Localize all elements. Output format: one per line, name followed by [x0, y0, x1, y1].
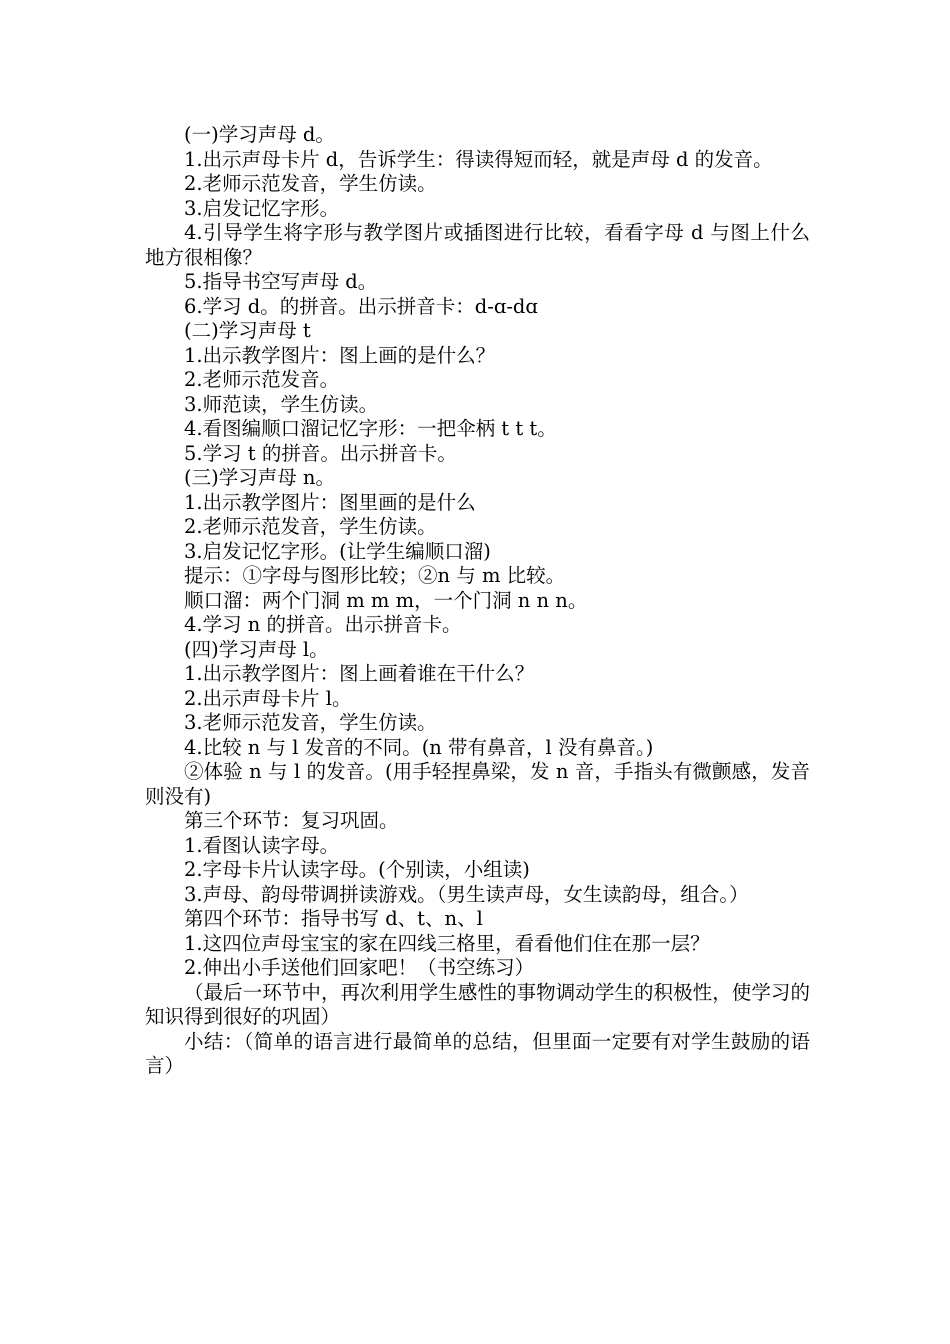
- paragraph-l-step-2: 2.出示声母卡片 l。: [184, 686, 352, 710]
- paragraph-l-step-1: 1.出示教学图片：图上画着谁在干什么？: [184, 662, 535, 685]
- heading-learn-d: (一)学习声母 d。: [184, 123, 335, 146]
- paragraph-writing-1: 1.这四位声母宝宝的家在四线三格里，看看他们住在那一层？: [184, 931, 710, 955]
- heading-learn-t: (二)学习声母 t: [184, 319, 311, 342]
- paragraph-t-step-2: 2.老师示范发音。: [184, 368, 340, 391]
- paragraph-n-step-1: 1.出示教学图片：图里画的是什么: [184, 490, 476, 514]
- paragraph-d-step-1: 1.出示声母卡片 d，告诉学生：得读得短而轻，就是声母 d 的发音。: [184, 147, 773, 171]
- heading-learn-l: (四)学习声母 l。: [184, 637, 329, 661]
- heading-section-4: 第四个环节：指导书写 d、t、n、l: [184, 907, 483, 930]
- paragraph-review-3: 3.声母、韵母带调拼读游戏。（男生读声母，女生读韵母，组合。）: [184, 882, 749, 906]
- paragraph-t-step-4: 4.看图编顺口溜记忆字形：一把伞柄 t t t。: [184, 417, 557, 440]
- paragraph-t-step-1: 1.出示教学图片：图上画的是什么？: [184, 343, 496, 367]
- paragraph-n-step-3: 3.启发记忆字形。(让学生编顺口溜): [184, 539, 491, 563]
- paragraph-l-experience: ②体验 n 与 l 的发音。(用手轻捏鼻梁，发 n 音，手指头有微颤感，发音则没有): [145, 760, 810, 808]
- paragraph-d-step-4: 4.引导学生将字形与教学图片或插图进行比较，看看字母 d 与图上什么地方很相像？: [145, 221, 810, 269]
- paragraph-l-step-4: 4.比较 n 与 l 发音的不同。(n 带有鼻音，l 没有鼻音。): [184, 735, 654, 759]
- paragraph-n-step-2: 2.老师示范发音，学生仿读。: [184, 515, 437, 538]
- paragraph-n-step-4: 4.学习 n 的拼音。出示拼音卡。: [184, 613, 462, 636]
- heading-learn-n: (三)学习声母 n。: [184, 466, 335, 489]
- paragraph-d-step-6: 6.学习 d。的拼音。出示拼音卡：d-ɑ-dɑ: [184, 294, 538, 318]
- paragraph-d-step-2: 2.老师示范发音，学生仿读。: [184, 172, 437, 195]
- paragraph-t-step-3: 3.师范读，学生仿读。: [184, 392, 379, 416]
- paragraph-d-step-3: 3.启发记忆字形。: [184, 196, 340, 220]
- paragraph-review-1: 1.看图认读字母。: [184, 833, 340, 857]
- document-body: [145, 123, 810, 1079]
- paragraph-d-step-5: 5.指导书空写声母 d。: [184, 270, 378, 293]
- paragraph-l-step-3: 3.老师示范发音，学生仿读。: [184, 711, 437, 734]
- paragraph-t-step-5: 5.学习 t 的拼音。出示拼音卡。: [184, 441, 457, 465]
- heading-section-3: 第三个环节：复习巩固。: [184, 809, 399, 832]
- paragraph-review-2: 2.字母卡片认读字母。(个别读，小组读): [184, 858, 530, 881]
- paragraph-writing-2: 2.伸出小手送他们回家吧！（书空练习）: [184, 956, 535, 979]
- paragraph-n-hint: 提示：①字母与图形比较；②n 与 m 比较。: [184, 564, 566, 587]
- paragraph-writing-note: （最后一环节中，再次利用学生感性的事物调动学生的积极性，使学习的知识得到很好的巩固）: [145, 980, 810, 1028]
- paragraph-n-rhyme: 顺口溜：两个门洞 m m m，一个门洞 n n n。: [184, 588, 588, 612]
- paragraph-summary: 小结：（简单的语言进行最简单的总结，但里面一定要有对学生鼓励的语言）: [145, 1029, 810, 1077]
